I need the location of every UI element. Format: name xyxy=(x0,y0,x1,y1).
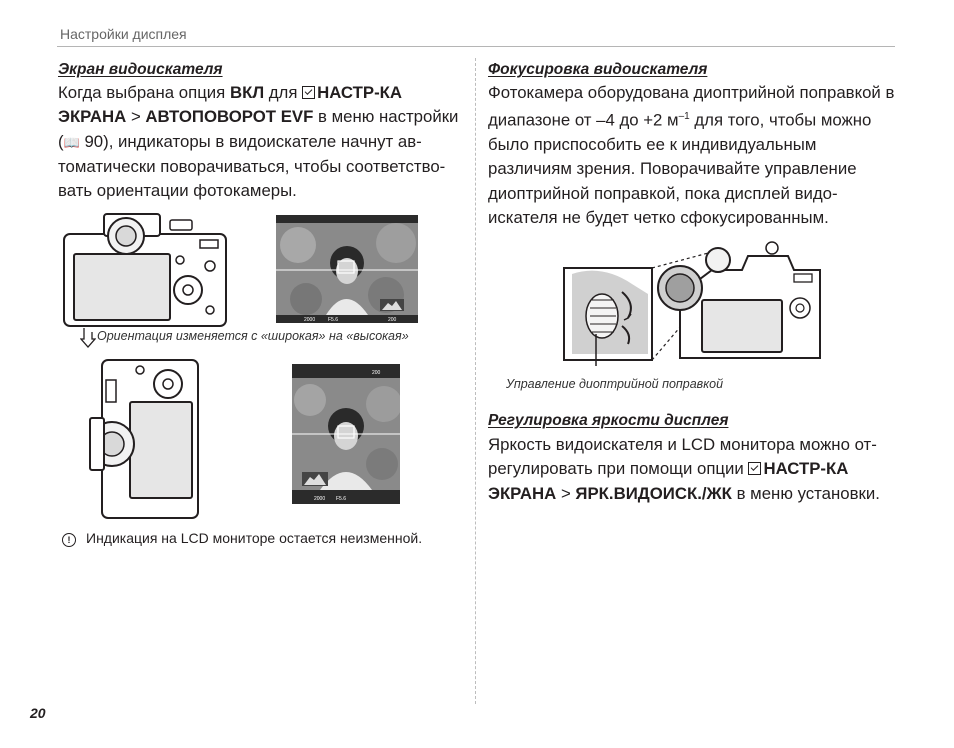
superscript: –1 xyxy=(678,111,690,123)
paragraph-viewfinder-screen xyxy=(58,81,466,203)
page-number: 20 xyxy=(30,705,46,721)
rotate-arrow-icon xyxy=(80,327,96,349)
camera-back-landscape-illustration xyxy=(60,210,232,330)
section-title-viewfinder-focus: Фокусировка видоискателя xyxy=(488,61,708,78)
evf-shutter-label-portrait: 2000 xyxy=(314,496,326,502)
camera-back-portrait-illustration xyxy=(84,356,204,522)
text-run: для того, чтобы можно было приспособить ее к индивидуальным различиям зрения. Поворачивайте управление диоптрийной поправкой, пока дисплей видоискателя не будет четко сфокусированным. xyxy=(488,110,872,228)
evf-iso-label-portrait: 200 xyxy=(372,370,381,376)
paragraph-display-brightness xyxy=(488,433,898,506)
evf-aperture-label-portrait: F5.6 xyxy=(336,496,347,502)
section-title-display-brightness: Регулировка яркости дисплея xyxy=(488,412,729,429)
menu-evf-autorotate: АВТОПОВОРОТ EVF xyxy=(145,107,314,127)
evf-preview-landscape xyxy=(276,215,418,323)
note-text: Индикация на LCD мониторе остается неизменной. xyxy=(86,530,423,546)
menu-screen-setup: НАСТР-КА ЭКРАНА xyxy=(488,459,849,503)
text-run: ), индикаторы в видоискателе начнут автоматически поворачиваться, чтобы соответствовать ориентации фотокамеры. xyxy=(58,131,446,201)
running-header: Настройки дисплея xyxy=(60,26,187,42)
text-run: Яркость видоискателя и LCD монитора можно отрегулировать при помощи опции xyxy=(488,435,877,479)
caption-orientation: Ориентация изменяется с «широкая» на «высокая» xyxy=(97,329,409,343)
paragraph-viewfinder-focus xyxy=(488,81,898,230)
evf-shutter-label: 2000 xyxy=(304,317,316,323)
text-run: Когда выбрана опция xyxy=(58,83,226,102)
caution-icon: ! xyxy=(62,533,76,547)
evf-iso-label: 200 xyxy=(388,317,397,323)
diopter-control-illustration xyxy=(562,234,828,366)
section-title-viewfinder-screen: Экран видоискателя xyxy=(58,61,223,78)
text-run: в меню установки. xyxy=(736,483,880,503)
menu-separator: > xyxy=(130,107,141,127)
page-reference: 90 xyxy=(84,131,104,151)
text-run: для xyxy=(268,83,298,102)
caption-diopter: Управление диоптрийной поправкой xyxy=(506,377,724,391)
note-row xyxy=(62,530,422,547)
setup-menu-icon xyxy=(302,86,315,99)
text-run: Фотокамера оборудована диоптрийной поправкой в диапазоне от –4 до +2 м xyxy=(488,83,895,130)
menu-screen-setup: НАСТР-КА ЭКРАНА xyxy=(58,83,403,127)
text-run: в меню настройки ( xyxy=(58,107,459,151)
book-icon: 📖 xyxy=(63,134,80,150)
evf-preview-portrait xyxy=(292,364,400,504)
header-rule xyxy=(57,46,895,47)
setup-menu-icon xyxy=(748,462,761,475)
evf-aperture-label: F5.6 xyxy=(328,317,339,323)
menu-separator: > xyxy=(560,483,571,503)
column-divider xyxy=(475,58,476,704)
option-on: ВКЛ xyxy=(229,83,265,102)
menu-evf-lcd-brightness: ЯРК.ВИДОИСК./ЖК xyxy=(575,483,732,503)
